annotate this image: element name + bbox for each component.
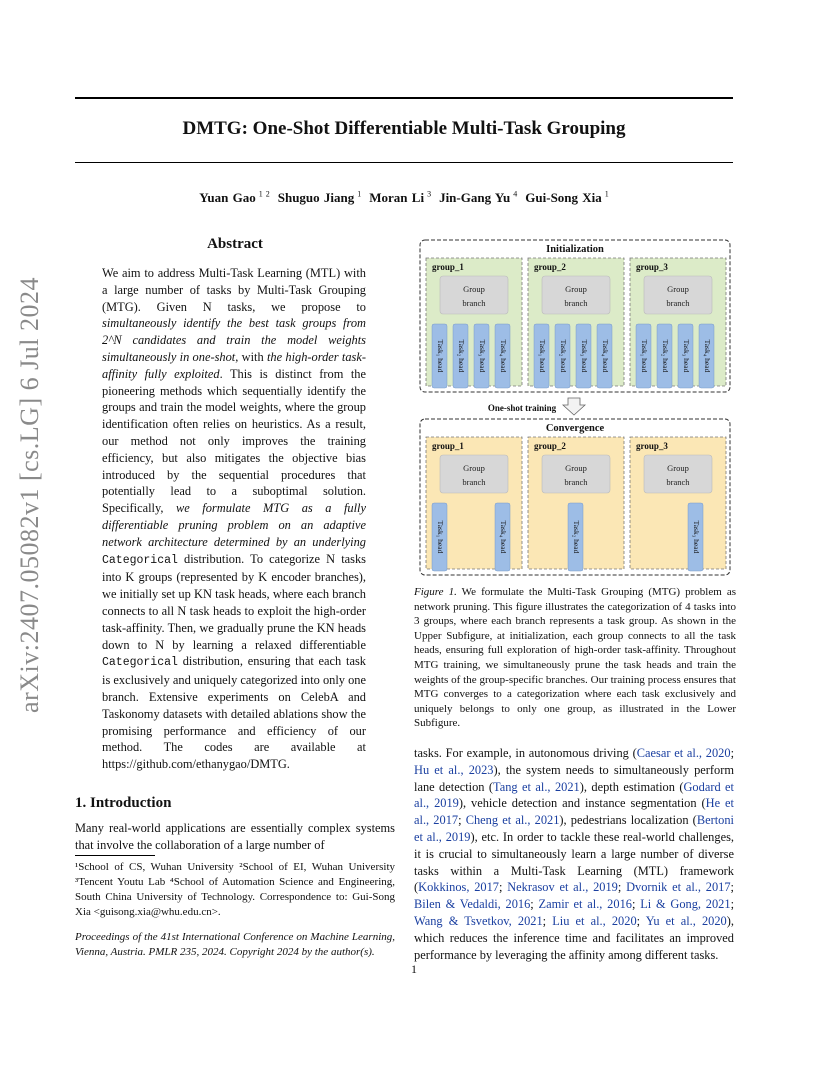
citation-link[interactable]: He et al., 2017	[414, 796, 734, 828]
branch-label: Group	[667, 284, 689, 294]
author-name: Jin-Gang Yu	[439, 190, 511, 206]
task-head-label: Task₄ head	[600, 339, 610, 373]
abstract-emph-1: simultaneously identify the best task groups from 2^N candidates and train the model weights simultaneously in one-shot	[102, 316, 366, 364]
citation-link[interactable]: Dvornik et al., 2017	[626, 880, 731, 895]
citation-link[interactable]: Zamir et al., 2016	[538, 897, 632, 912]
branch-label: Group	[463, 463, 485, 473]
footnote: ¹School of CS, Wuhan University ²School of EI, Wuhan University ³Tencent Youtu Lab ⁴School of Automation Science and Engineering, South China University of Technology. Correspondence to: Gui-Song Xia <guisong.xia@whu.edu.cn>.	[75, 861, 395, 918]
author-4	[439, 190, 517, 205]
branch-label: Group	[565, 463, 587, 473]
citation-link[interactable]: Wang & Tsvetkov, 2021	[414, 913, 543, 928]
body-text: ;	[617, 880, 627, 895]
task-head-label: Task₃ head	[477, 339, 487, 373]
proceedings-note	[75, 930, 395, 960]
body-text: ;	[636, 913, 646, 928]
citation-link[interactable]: Godard et al., 2019	[414, 779, 735, 811]
group-branch	[542, 276, 610, 314]
author-affiliation: 1 2	[255, 190, 270, 199]
group-label: group_1	[432, 441, 464, 451]
intro-continued	[414, 745, 734, 963]
citation-link[interactable]: Cheng et al., 2021	[465, 813, 560, 828]
branch-label: Group	[463, 284, 485, 294]
author-name: Yuan Gao	[199, 190, 256, 206]
body-text: ), the system needs to simultaneously perform lane detection (	[414, 762, 734, 794]
body-text: ;	[458, 813, 466, 828]
task-head-label: Task₄ head	[702, 339, 712, 373]
task-head-label: Task₃ head	[691, 520, 701, 554]
task-head-label: Task₄ head	[498, 339, 508, 373]
citation-link[interactable]: Bertoni et al., 2019	[414, 813, 734, 844]
citation-link[interactable]: Tang et al., 2021	[493, 779, 580, 794]
group-branch	[440, 276, 508, 314]
author-3	[369, 190, 431, 205]
author-1	[199, 190, 270, 205]
page-number: 1	[411, 962, 417, 976]
branch-label: branch	[462, 477, 486, 487]
one-shot-label: One-shot training	[487, 403, 557, 413]
task-head-label: Task₂ head	[571, 520, 581, 554]
task-head-label: Task₁ head	[639, 339, 649, 373]
section-heading: 1. Introduction	[75, 795, 172, 811]
body-text: ;	[498, 880, 508, 895]
initialization-label: Initialization	[546, 244, 604, 255]
group-branch	[440, 455, 508, 493]
abstract-part-3: . This is distinct from the pioneering methods which sequentially identify the groups and train the model weights, where the group identification often relies on heuristics. As a result, our method not only improves the training efficiency, but also mitigates the objective bias introduced by the sequential procedures that potentially lead to a suboptimal solution. Specifically,	[102, 366, 366, 516]
group-branch	[542, 455, 610, 493]
arxiv-stamp	[0, 277, 60, 713]
group-label: group_3	[636, 441, 668, 451]
down-arrow-icon	[563, 398, 585, 415]
abstract-body	[102, 265, 366, 773]
abstract-code-2: Categorical	[102, 656, 178, 670]
body-text: ), which reduces the inference time and facilitates an improved performance by leveraging the affinity among different tasks.	[414, 913, 734, 962]
branch-label: branch	[462, 298, 486, 308]
group-label: group_1	[432, 262, 464, 272]
top-rule	[75, 97, 733, 99]
title-bottom-rule	[75, 162, 733, 163]
task-head-label: Task₄ head	[498, 520, 508, 554]
abstract-heading: Abstract	[207, 236, 263, 252]
convergence-label: Convergence	[545, 423, 605, 434]
task-head-label: Task₂ head	[660, 339, 670, 373]
branch-label: branch	[666, 477, 690, 487]
author-affiliation: 1	[354, 190, 362, 199]
body-text: ), pedestrians localization (	[559, 813, 697, 828]
body-text: ), etc. In order to tackle these real-world challenges, it is crucial to simultaneously learn a large number of diverse tasks within a Multi-Task Learning (MTL) framework (	[414, 829, 734, 895]
abstract-part-2: , with	[235, 349, 267, 364]
abstract-part-1: We aim to address Multi-Task Learning (MTL) with a large number of tasks by Multi-Task Grouping (MTG). Given N tasks, we propose to	[102, 266, 366, 314]
body-text: ), depth estimation (	[579, 779, 684, 794]
task-head-label: Task₂ head	[456, 339, 466, 373]
abstract-part-4: distribution. To categorize N tasks into K groups (represented by K encoder branches), we initially set up KN task heads, where each branch connects to all N task heads to exploit the high-order task-affinity. Then, we gradually prune the KN heads down to N by learning a relaxed differentiable	[102, 551, 366, 652]
body-text: ;	[730, 897, 735, 912]
caption-text: We formulate the Multi-Task Grouping (MTG) problem as network pruning. This figure illustrates the categorization of 4 tasks into 3 groups, where each branch represents a task group. As shown in the Upper Subfigure, at initialization, each group connects to all the task heads, ensuring full exploration of high-order task-affinity. Throughout MTG training, we simultaneously prune the task heads and train the weights of the group-specific branches. Our training process ensures that MTG converges to a categorization where each task exclusively and uniquely belongs to only one group, as illustrated in the Lower Subfigure.	[414, 586, 736, 730]
intro-text: Many real-world applications are essentially complex systems that involve the collaboration of a large number of	[75, 821, 395, 852]
citation-link[interactable]: Hu et al., 2023	[414, 762, 494, 777]
body-text: ;	[730, 746, 735, 760]
body-text: ;	[631, 897, 641, 912]
task-head-label: Task₁ head	[537, 339, 547, 373]
branch-label: branch	[666, 298, 690, 308]
body-text: tasks. For example, in autonomous driving (	[414, 746, 637, 760]
author-list	[75, 190, 733, 206]
author-affiliation: 1	[601, 190, 609, 199]
group-branch	[644, 276, 712, 314]
author-2	[278, 190, 362, 205]
citation-link[interactable]: Yu et al., 2020	[645, 913, 727, 928]
task-head-label: Task₂ head	[558, 339, 568, 373]
branch-label: Group	[565, 284, 587, 294]
author-name: Gui-Song Xia	[525, 190, 602, 206]
task-head-label: Task₃ head	[579, 339, 589, 373]
branch-label: branch	[564, 477, 588, 487]
citation-link[interactable]: Bilen & Vedaldi, 2016	[414, 897, 531, 912]
figure-diagram	[414, 238, 736, 580]
group-label: group_3	[636, 262, 668, 272]
citation-link[interactable]: Nekrasov et al., 2019	[507, 880, 618, 895]
abstract-part-5: distribution, ensuring that each task is exclusively and uniquely categorized into only one branch. Extensive experiments on CelebA and Taskonomy datasets with detailed ablations show the promising performance and efficiency of our method. The codes are available at https://github.com/ethanygao/DMTG.	[102, 654, 366, 772]
body-text: ;	[530, 897, 539, 912]
author-name: Shuguo Jiang	[277, 190, 355, 206]
group-label: group_2	[534, 262, 566, 272]
branch-label: branch	[564, 298, 588, 308]
author-name: Moran Li	[369, 190, 425, 206]
citation-link[interactable]: Liu et al., 2020	[552, 913, 637, 928]
task-head-label: Task₃ head	[681, 339, 691, 373]
author-affiliation: 4	[510, 190, 518, 199]
branch-label: Group	[667, 463, 689, 473]
arxiv-id: arXiv:2407.05082v1 [cs.LG] 6 Jul 2024	[15, 277, 44, 713]
abstract-code-1: Categorical	[102, 553, 178, 567]
caption-label: Figure 1.	[414, 586, 457, 598]
footnote-rule	[75, 855, 155, 856]
figure-caption	[414, 585, 736, 731]
body-text: ;	[542, 913, 553, 928]
task-head-label: Task₁ head	[435, 339, 445, 373]
abstract-emph-3: we formulate MTG as a fully differentiable pruning problem on an adaptive network architecture determined by an underlying	[102, 501, 366, 549]
body-text: ;	[730, 880, 734, 895]
body-text: ), vehicle detection and instance segmentation (	[458, 796, 706, 811]
abstract-emph-2: the high-order task-affinity fully exploited	[102, 349, 366, 381]
citation-link[interactable]: Caesar et al., 2020	[636, 746, 731, 760]
citation-link[interactable]: Li & Gong, 2021	[640, 897, 731, 912]
paper-title: DMTG: One-Shot Differentiable Multi-Task Grouping	[182, 118, 626, 139]
figure-1	[414, 238, 736, 580]
group-branch	[644, 455, 712, 493]
author-5	[525, 190, 609, 205]
proceedings-text: Proceedings of the 41st International Conference on Machine Learning, Vienna, Austria. PMLR 235, 2024. Copyright 2024 by the author(s).	[75, 931, 395, 958]
group-label: group_2	[534, 441, 566, 451]
task-head-label: Task₁ head	[435, 520, 445, 554]
citation-link[interactable]: Kokkinos, 2017	[418, 880, 499, 895]
author-affiliation: 3	[424, 190, 432, 199]
